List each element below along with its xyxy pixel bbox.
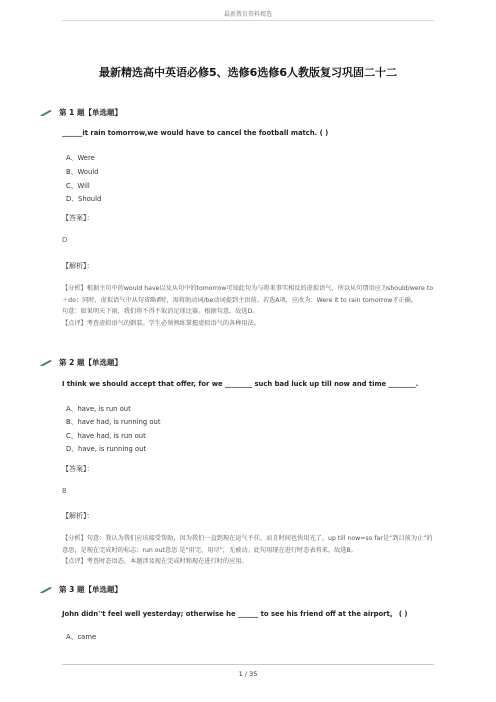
question-heading bbox=[40, 584, 122, 595]
answer-label: 【答案】： bbox=[62, 214, 94, 222]
header-divider bbox=[62, 20, 434, 21]
option-a: A、Were bbox=[66, 154, 95, 162]
pencil-icon bbox=[40, 585, 53, 595]
question-stem: ______it rain tomorrow,we would have to cancel the football match. ( ) bbox=[62, 129, 329, 137]
analysis-line: 【点评】考查时态语态，本题涉及现在完成时和现在进行时的应用。 bbox=[62, 558, 248, 565]
answer-value: B bbox=[62, 487, 67, 495]
analysis-label: 【解析】： bbox=[62, 262, 94, 270]
question-heading bbox=[40, 107, 122, 118]
option-b: B、have had, is running out bbox=[66, 418, 161, 426]
analysis-text bbox=[62, 283, 434, 329]
answer-label: 【答案】： bbox=[62, 465, 94, 473]
question-stem: John didn''t feel well yesterday; otherwise he ______ to see his friend off at the airport。 ( ) bbox=[62, 610, 408, 618]
option-a: A、came bbox=[66, 633, 97, 641]
option-c: C、have had, is run out bbox=[66, 432, 146, 440]
question-heading-text: 第 1 题【单选题】 bbox=[59, 108, 122, 117]
analysis-line: 【分析】根据主句中的would have以及从句中的tomorrow可知此句为与将来事实相反的虚拟语气，所以从句谓语应为should/were to＋do；同时，虚拟语气中从句省略if时，需将助动词/be动词提到主语前。若选A项，应改为：Were it to rain tomorrow才正确。 bbox=[62, 285, 433, 304]
page-header: 最新教育资料精选 bbox=[223, 11, 272, 18]
question-heading-text: 第 2 题【单选题】 bbox=[59, 358, 122, 367]
footer-divider bbox=[62, 664, 434, 665]
option-a: A、have, is run out bbox=[66, 405, 131, 413]
page-title: 最新精选高中英语必修5、选修6选修6人教版复习巩固二十二 bbox=[99, 66, 397, 79]
analysis-line: 句意：如果明天下雨，我们将不得不取消足球比赛。根据句意，故选D。 bbox=[62, 308, 259, 315]
option-b: B、Would bbox=[66, 168, 99, 176]
analysis-line: 【点评】考查虚拟语气的倒装。学生必须熟练掌握虚拟语气的各种用法。 bbox=[62, 319, 260, 327]
option-c: C、Will bbox=[66, 182, 90, 190]
question-heading bbox=[40, 357, 122, 368]
answer-value: D bbox=[62, 236, 68, 244]
question-heading-text: 第 3 题【单选题】 bbox=[59, 585, 122, 594]
analysis-label: 【解析】： bbox=[62, 512, 94, 520]
pencil-icon bbox=[40, 108, 53, 118]
pencil-icon bbox=[40, 358, 53, 368]
option-d: D、have, is running out bbox=[66, 445, 147, 453]
option-d: D、Should bbox=[66, 195, 102, 203]
analysis-line: 【分析】句意：我认为我们应该接受帮助，因为我们一直到现在运气不佳，而且时间也快用光了。up till now=so far是“到目前为止”的意思，是现在完成时的标志；run out意思 是“用完，用尽”，无被动。此句用现在进行时态表将来。故选B。 bbox=[62, 535, 433, 554]
page-number: 1 / 35 bbox=[238, 670, 258, 678]
analysis-text bbox=[62, 533, 434, 568]
question-stem: I think we should accept that offer, for we ________ such bad luck up till now and time ________. bbox=[62, 380, 419, 388]
